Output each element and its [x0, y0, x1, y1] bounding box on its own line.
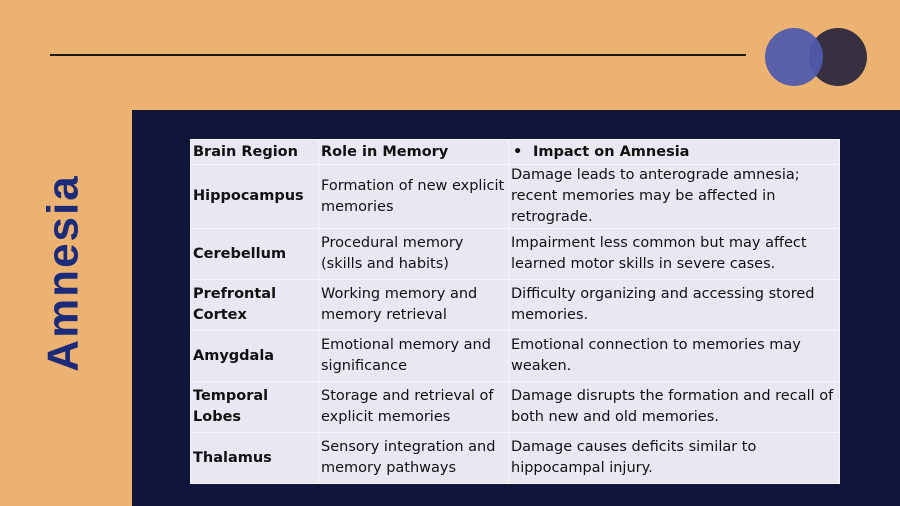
cell-role: Storage and retrieval of explicit memories	[319, 382, 509, 433]
cell-role: Sensory integration and memory pathways	[319, 433, 509, 484]
decorative-circle-blue	[765, 28, 823, 86]
cell-impact: Damage disrupts the formation and recall of both new and old memories.	[509, 382, 840, 433]
header-role-in-memory: Role in Memory	[319, 140, 509, 165]
cell-impact: Difficulty organizing and accessing stored memories.	[509, 280, 840, 331]
table-row	[191, 433, 840, 484]
table-row	[191, 229, 840, 280]
cell-impact: Damage causes deficits similar to hippocampal injury.	[509, 433, 840, 484]
cell-role: Emotional memory and significance	[319, 331, 509, 382]
cell-role: Procedural memory (skills and habits)	[319, 229, 509, 280]
table-row	[191, 280, 840, 331]
table-row	[191, 382, 840, 433]
cell-region: Thalamus	[191, 433, 319, 484]
brain-regions-table	[190, 139, 840, 484]
slide-title-container	[18, 168, 110, 378]
cell-region: Prefrontal Cortex	[191, 280, 319, 331]
cell-region: Hippocampus	[191, 165, 319, 229]
cell-impact: Emotional connection to memories may weaken.	[509, 331, 840, 382]
bullet-icon: •	[513, 143, 523, 160]
slide-title: Amnesia	[39, 174, 89, 372]
table-row	[191, 331, 840, 382]
cell-role: Working memory and memory retrieval	[319, 280, 509, 331]
cell-role: Formation of new explicit memories	[319, 165, 509, 229]
table-row	[191, 165, 840, 229]
header-impact-label: Impact on Amnesia	[533, 143, 690, 160]
cell-region: Temporal Lobes	[191, 382, 319, 433]
cell-impact: Damage leads to anterograde amnesia; recent memories may be affected in retrograde.	[509, 165, 840, 229]
header-impact-on-amnesia	[509, 140, 840, 165]
header-divider-line	[50, 54, 746, 56]
cell-region: Amygdala	[191, 331, 319, 382]
header-brain-region: Brain Region	[191, 140, 319, 165]
table-header-row	[191, 140, 840, 165]
cell-region: Cerebellum	[191, 229, 319, 280]
cell-impact: Impairment less common but may affect learned motor skills in severe cases.	[509, 229, 840, 280]
